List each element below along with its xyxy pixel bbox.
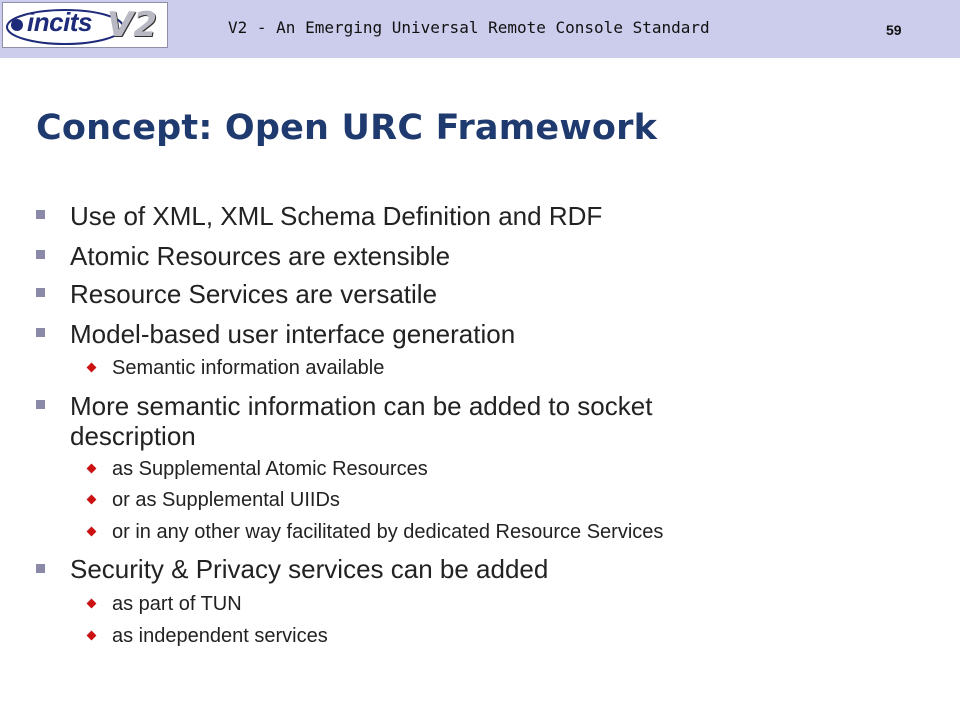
sub-bullet-item: as Supplemental Atomic Resources <box>112 458 428 480</box>
bullet-item: Resource Services are versatile <box>70 279 438 309</box>
diamond-bullet-icon <box>87 631 97 641</box>
diamond-bullet-icon <box>87 464 97 474</box>
sub-bullet-item: as part of TUN <box>112 593 242 615</box>
page-number: 59 <box>886 22 902 38</box>
square-bullet-icon <box>36 564 45 573</box>
logo-text: incits <box>27 7 92 37</box>
diamond-bullet-icon <box>87 363 97 373</box>
bullet-item-line1: More semantic information can be added to socket <box>70 391 653 421</box>
bullet-item: Use of XML, XML Schema Definition and RDF <box>70 201 603 231</box>
square-bullet-icon <box>36 210 45 219</box>
header-bar <box>0 0 960 58</box>
header-title: V2 - An Emerging Universal Remote Console Standard <box>228 18 710 37</box>
bullet-item: Security & Privacy services can be added <box>70 554 549 584</box>
square-bullet-icon <box>36 288 45 297</box>
bullet-item: Atomic Resources are extensible <box>70 241 451 271</box>
diamond-bullet-icon <box>87 527 97 537</box>
incits-v2-logo <box>2 2 168 48</box>
sub-bullet-item: as independent services <box>112 625 328 647</box>
sub-bullet-item: Semantic information available <box>112 357 385 379</box>
bullet-item: Model-based user interface generation <box>70 319 516 349</box>
sub-bullet-item: or as Supplemental UIIDs <box>112 489 340 511</box>
bullet-item-line2: description <box>70 421 196 451</box>
logo-version: V2 <box>107 5 157 45</box>
sub-bullet-item: or in any other way facilitated by dedicated Resource Services <box>112 521 664 543</box>
square-bullet-icon <box>36 400 45 409</box>
square-bullet-icon <box>36 328 45 337</box>
square-bullet-icon <box>36 250 45 259</box>
diamond-bullet-icon <box>87 599 97 609</box>
slide-title: Concept: Open URC Framework <box>36 108 658 148</box>
diamond-bullet-icon <box>87 495 97 505</box>
